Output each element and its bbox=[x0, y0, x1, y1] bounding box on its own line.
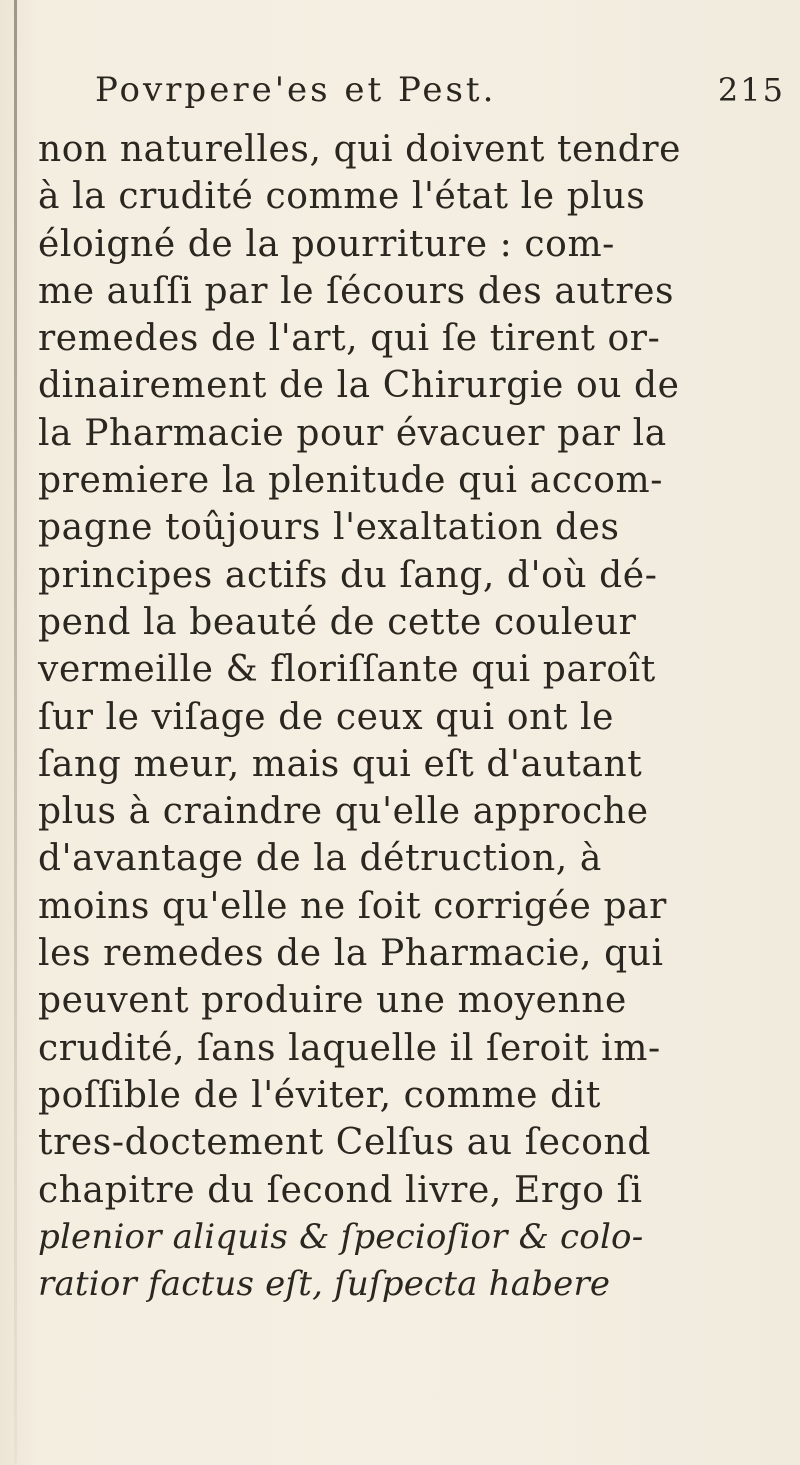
text-line: premiere la plenitude qui accom- bbox=[38, 460, 664, 502]
text-line: remedes de l'art, qui ſe tirent or- bbox=[38, 318, 661, 360]
text-line: tres-doctement Celſus au ſecond bbox=[38, 1122, 651, 1164]
text-line: peuvent produire une moyenne bbox=[38, 980, 627, 1022]
page-number: 215 bbox=[717, 71, 785, 109]
text-line: les remedes de la Pharmacie, qui bbox=[38, 933, 664, 975]
text-line: à la crudité comme l'état le plus bbox=[38, 176, 646, 218]
text-line: la Pharmacie pour évacuer par la bbox=[38, 412, 667, 454]
text-line: me auſſi par le ſécours des autres bbox=[38, 270, 675, 312]
text-line: pagne toûjours l'exaltation des bbox=[38, 507, 620, 549]
text-line: ſang meur, mais qui eſt d'autant bbox=[38, 743, 643, 785]
text-line-italic: plenior aliquis & ſpecioſior & colo- bbox=[38, 1216, 644, 1257]
text-line: principes actifs du ſang, d'où dé- bbox=[38, 554, 658, 596]
body-text bbox=[38, 126, 788, 1308]
text-line: chapitre du ſecond livre, Ergo ſi bbox=[38, 1169, 643, 1211]
text-line: pend la beauté de cette couleur bbox=[38, 601, 637, 643]
text-line: moins qu'elle ne ſoit corrigée par bbox=[38, 885, 667, 927]
text-line: vermeille & floriſſante qui paroît bbox=[38, 649, 656, 691]
text-line: poſſible de l'éviter, comme dit bbox=[38, 1074, 601, 1116]
text-line-italic: ratior factus eſt, ſuſpecta habere bbox=[38, 1264, 611, 1305]
gutter-shadow bbox=[14, 0, 17, 1465]
text-line: crudité, ſans laquelle il ſeroit im- bbox=[38, 1027, 661, 1069]
text-line: dinairement de la Chirurgie ou de bbox=[38, 365, 680, 407]
running-title: Povrpere'es et Pest. bbox=[95, 70, 497, 110]
text-line: ſur le viſage de ceux qui ont le bbox=[38, 696, 615, 738]
text-line: plus à craindre qu'elle approche bbox=[38, 791, 649, 833]
text-line: non naturelles, qui doivent tendre bbox=[38, 129, 682, 170]
running-header bbox=[95, 70, 785, 110]
text-line: d'avantage de la détruction, à bbox=[38, 838, 602, 880]
text-line: éloigné de la pourriture : com- bbox=[38, 223, 615, 265]
